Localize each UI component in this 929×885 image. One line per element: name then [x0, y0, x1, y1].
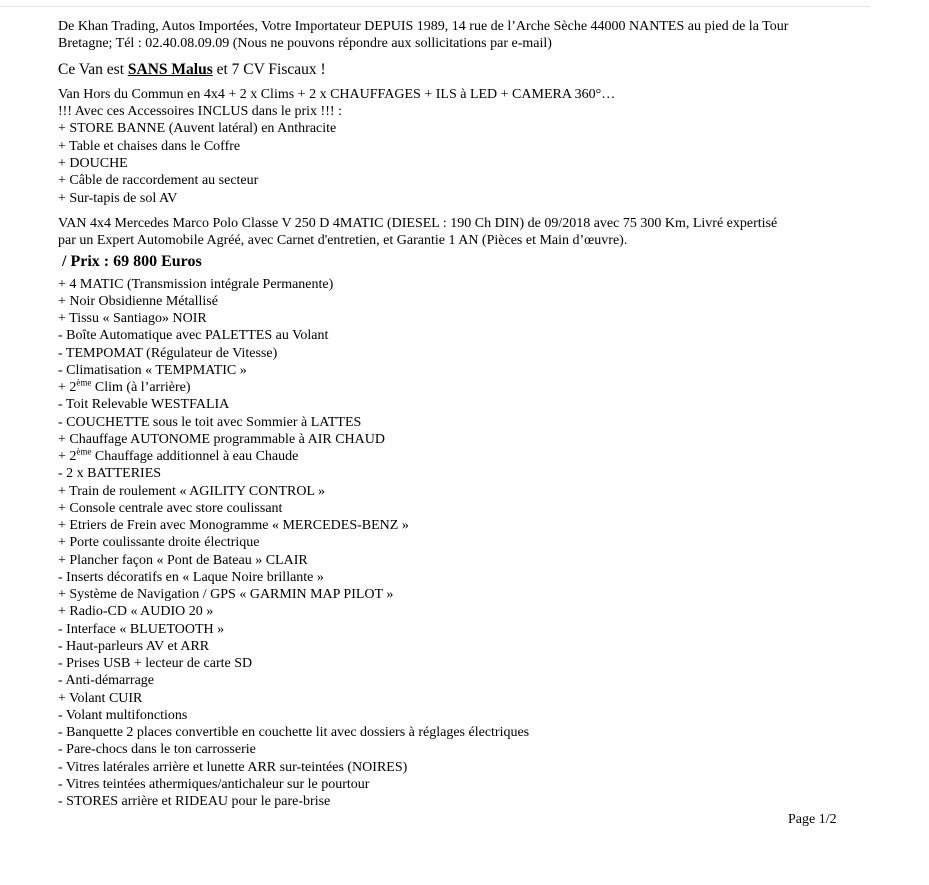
- equipment-item: [58, 586, 848, 603]
- equipment-item: [58, 793, 848, 810]
- accessory-item: + Câble de raccordement au secteur: [58, 173, 259, 189]
- equipment-item: [58, 379, 848, 396]
- equipment-item-text: + Chauffage AUTONOME programmable à AIR CHAUD: [58, 431, 385, 447]
- equipment-item: [58, 396, 848, 413]
- dealer-header: [58, 18, 848, 53]
- accessories-heading: !!! Avec ces Accessoires INCLUS dans le prix !!! :: [58, 104, 342, 120]
- equipment-item-text: + Plancher façon « Pont de Bateau » CLAIR: [58, 552, 308, 568]
- equipment-item-text: - Prises USB + lecteur de carte SD: [58, 656, 253, 672]
- equipment-item-text: - TEMPOMAT (Régulateur de Vitesse): [58, 345, 278, 361]
- malus-statement: [58, 61, 848, 78]
- equipment-item: [58, 431, 848, 448]
- equipment-item-text: + Noir Obsidienne Métallisé: [58, 293, 218, 309]
- equipment-item: [58, 500, 848, 517]
- accessory-item: + Sur-tapis de sol AV: [58, 190, 178, 206]
- equipment-item-text: - Banquette 2 places convertible en couchette lit avec dossiers à réglages électriques: [58, 725, 530, 741]
- equipment-item-text: - Toit Relevable WESTFALIA: [58, 397, 230, 413]
- equipment-item-text: + Volant CUIR: [58, 690, 143, 706]
- equipment-item: [58, 310, 848, 327]
- equipment-item-text: - Pare-chocs dans le ton carrosserie: [58, 742, 256, 758]
- document-page: [58, 18, 848, 810]
- equipment-item: [58, 517, 848, 534]
- equipment-item-text: + Train de roulement « AGILITY CONTROL »: [58, 483, 325, 499]
- equipment-item: [58, 483, 848, 500]
- malus-suffix: et 7 CV Fiscaux !: [212, 60, 326, 78]
- equipment-item-text: + Système de Navigation / GPS « GARMIN MAP PILOT »: [58, 587, 394, 603]
- equipment-item-text: - Inserts décoratifs en « Laque Noire brillante »: [58, 569, 324, 585]
- page-number: Page 1/2: [788, 812, 837, 827]
- equipment-item: [58, 672, 848, 689]
- equipment-list: [58, 276, 848, 811]
- equipment-item-text: + 2: [58, 380, 77, 396]
- equipment-item: [58, 759, 848, 776]
- equipment-item: [58, 724, 848, 741]
- equipment-item-text: - 2 x BATTERIES: [58, 466, 162, 482]
- equipment-item: [58, 638, 848, 655]
- equipment-item-text: + 4 MATIC (Transmission intégrale Permanente): [58, 276, 334, 292]
- equipment-item: [58, 776, 848, 793]
- equipment-item-text: - STORES arrière et RIDEAU pour le pare-brise: [58, 794, 331, 810]
- equipment-item: [58, 534, 848, 551]
- equipment-item-text: - Vitres teintées athermiques/antichaleur sur le pourtour: [58, 776, 370, 792]
- equipment-item: [58, 327, 848, 344]
- equipment-item: [58, 465, 848, 482]
- equipment-item-text: + 2: [58, 449, 77, 465]
- ordinal-superscript: ème: [76, 377, 92, 388]
- equipment-item-text: + Console centrale avec store coulissant: [58, 500, 283, 516]
- equipment-item-text: - Volant multifonctions: [58, 707, 188, 723]
- accessory-item: + STORE BANNE (Auvent latéral) en Anthracite: [58, 121, 337, 137]
- equipment-item: [58, 569, 848, 586]
- equipment-item-text: + Radio-CD « AUDIO 20 »: [58, 604, 214, 620]
- equipment-item-text: + Etriers de Frein avec Monogramme « MERCEDES-BENZ »: [58, 518, 409, 534]
- intro-line: Van Hors du Commun en 4x4 + 2 x Clims + 2 x CHAUFFAGES + ILS à LED + CAMERA 360°…: [58, 86, 616, 102]
- equipment-item: [58, 690, 848, 707]
- equipment-item-text: - Boîte Automatique avec PALETTES au Volant: [58, 328, 329, 344]
- ordinal-superscript: ème: [76, 446, 92, 457]
- equipment-item-text-suffix: Chauffage additionnel à eau Chaude: [91, 449, 299, 465]
- equipment-item: [58, 448, 848, 465]
- vehicle-description-line-1: VAN 4x4 Mercedes Marco Polo Classe V 250 D 4MATIC (DIESEL : 190 Ch DIN) de 09/2018 avec 75 300 Km, Livré expertisé: [58, 215, 778, 231]
- equipment-item: [58, 276, 848, 293]
- equipment-item-text: - COUCHETTE sous le toit avec Sommier à LATTES: [58, 414, 362, 430]
- dealer-header-line-2: Bretagne; Tél : 02.40.08.09.09 (Nous ne pouvons répondre aux sollicitations par e-mail): [58, 36, 552, 52]
- malus-prefix: Ce Van est: [58, 60, 128, 78]
- equipment-item-text: - Vitres latérales arrière et lunette ARR sur-teintées (NOIRES): [58, 759, 408, 775]
- equipment-item: [58, 293, 848, 310]
- top-divider: [0, 6, 870, 7]
- price-line: / Prix : 69 800 Euros: [62, 252, 202, 270]
- equipment-item-text-suffix: Clim (à l’arrière): [91, 380, 191, 396]
- equipment-item: [58, 414, 848, 431]
- equipment-item-text: - Anti-démarrage: [58, 673, 155, 689]
- accessory-item: + Table et chaises dans le Coffre: [58, 138, 241, 154]
- equipment-item-text: - Climatisation « TEMPMATIC »: [58, 362, 247, 378]
- accessories-block: [58, 103, 848, 207]
- equipment-item: [58, 603, 848, 620]
- equipment-item: [58, 655, 848, 672]
- equipment-item: [58, 362, 848, 379]
- equipment-item-text: + Porte coulissante droite électrique: [58, 535, 260, 551]
- vehicle-description: [58, 215, 848, 250]
- equipment-item-text: - Interface « BLUETOOTH »: [58, 621, 225, 637]
- equipment-item: [58, 621, 848, 638]
- equipment-item-text: + Tissu « Santiago» NOIR: [58, 311, 207, 327]
- malus-emphasis: SANS Malus: [127, 60, 213, 78]
- accessory-item: + DOUCHE: [58, 156, 128, 172]
- vehicle-description-line-2: par un Expert Automobile Agréé, avec Carnet d'entretien, et Garantie 1 AN (Pièces et Main d’œuvre).: [58, 233, 628, 249]
- equipment-item: [58, 552, 848, 569]
- equipment-item: [58, 741, 848, 758]
- equipment-item-text: - Haut-parleurs AV et ARR: [58, 638, 210, 654]
- dealer-header-line-1: De Khan Trading, Autos Importées, Votre Importateur DEPUIS 1989, 14 rue de l’Arche Sèche 44000 NANTES au pied de la Tour: [58, 19, 789, 34]
- equipment-item: [58, 345, 848, 362]
- equipment-item: [58, 707, 848, 724]
